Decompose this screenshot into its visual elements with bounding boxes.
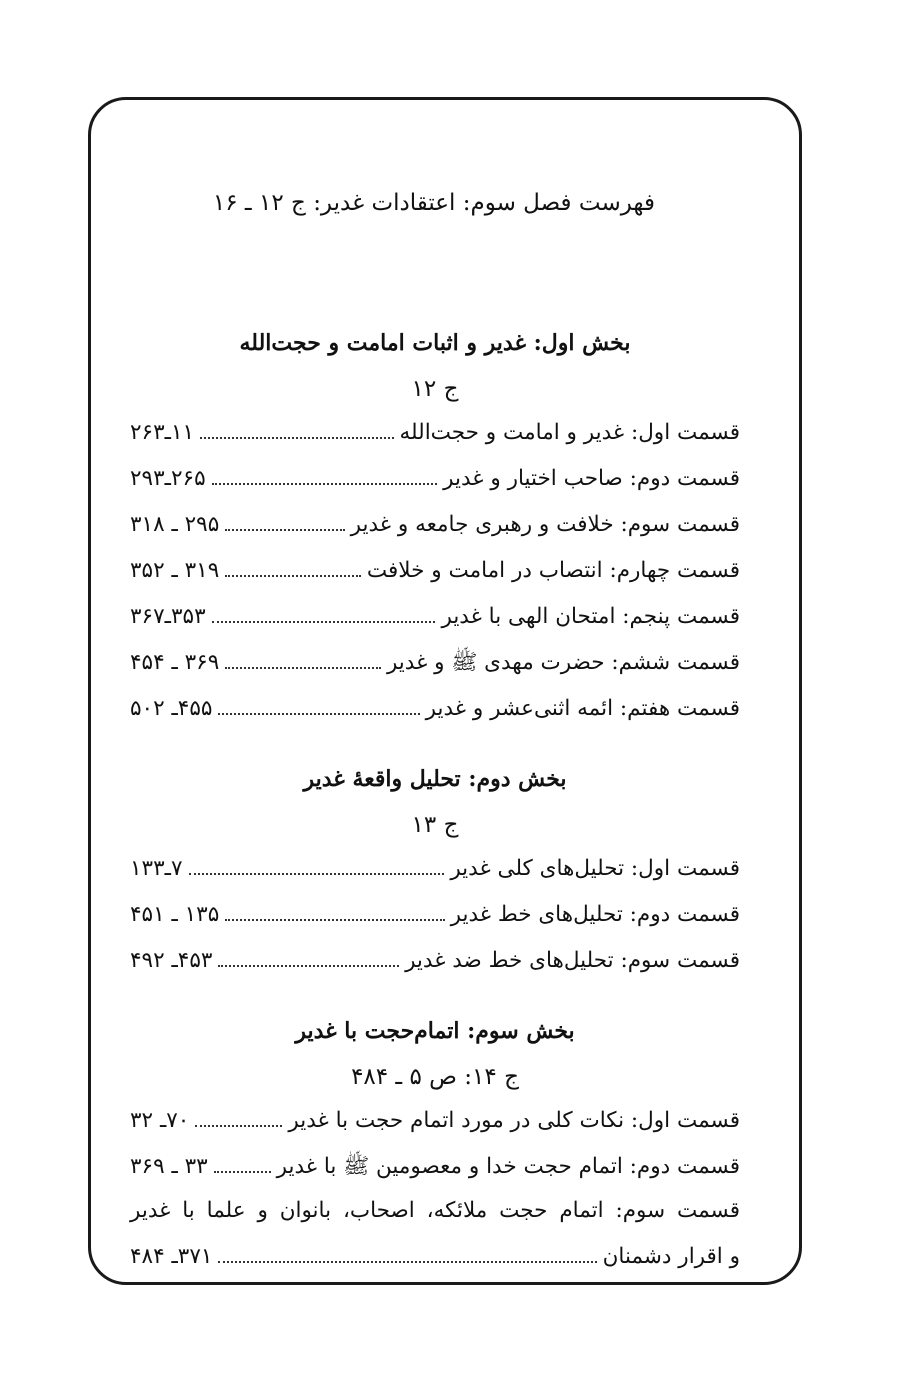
- toc-entry-label: قسمت هفتم: ائمه اثنی‌عشر و غدیر: [425, 696, 740, 721]
- dot-leader: [218, 694, 419, 715]
- toc-entry-pages: ۱۳۵ ـ ۴۵۱: [130, 902, 220, 927]
- section-heading-3: بخش سوم: اتمام‌حجت با غدیر: [295, 1018, 575, 1044]
- table-of-contents: [130, 180, 740, 1270]
- toc-entry-pages: ۳۷۱ـ ۴۸۴: [130, 1244, 213, 1269]
- dot-leader: [218, 1242, 596, 1263]
- toc-entry[interactable]: [130, 510, 740, 542]
- section-heading-1: بخش اول: غدیر و اثبات امامت و حجت‌الله: [239, 330, 631, 356]
- section-volume-3: ج ۱۴: ص ۵ ـ ۴۸۴: [351, 1064, 519, 1090]
- dot-leader: [225, 900, 444, 921]
- toc-entry-label: قسمت سوم: تحلیل‌های خط ضد غدیر: [405, 948, 740, 973]
- toc-entry[interactable]: [130, 854, 740, 886]
- toc-entry-label: قسمت سوم: خلافت و رهبری جامعه و غدیر: [350, 512, 740, 537]
- dot-leader: [225, 648, 381, 669]
- toc-entry-label: قسمت اول: تحلیل‌های کلی غدیر: [450, 856, 740, 881]
- dot-leader: [218, 946, 399, 967]
- toc-entry-pages: ۲۹۵ ـ ۳۱۸: [130, 512, 220, 537]
- toc-entry-label: قسمت اول: غدیر و امامت و حجت‌الله: [399, 420, 740, 445]
- toc-entry-pages: ۷ـ۱۳۳: [130, 856, 183, 881]
- toc-entry-pages: ۱۱ـ۲۶۳: [130, 420, 195, 445]
- toc-entry[interactable]: [130, 900, 740, 932]
- section-volume-1: ج ۱۲: [411, 376, 459, 402]
- dot-leader: [195, 1106, 282, 1127]
- toc-entry-line2[interactable]: [130, 1242, 740, 1274]
- toc-entry[interactable]: [130, 694, 740, 726]
- toc-entry[interactable]: [130, 1152, 740, 1184]
- toc-entry-pages: ۷۰ـ ۳۲: [130, 1108, 190, 1133]
- toc-entry-label: قسمت ششم: حضرت مهدی ﷺ و غدیر: [386, 650, 740, 675]
- dot-leader: [225, 510, 344, 531]
- toc-entry[interactable]: [130, 946, 740, 978]
- dot-leader: [214, 1152, 271, 1173]
- toc-entry-pages: ۳۶۹ ـ ۴۵۴: [130, 650, 220, 675]
- toc-entry-pages: ۲۶۵ـ۲۹۳: [130, 466, 206, 491]
- toc-entry-line1[interactable]: [130, 1198, 740, 1230]
- toc-entry[interactable]: [130, 648, 740, 680]
- dot-leader: [225, 556, 361, 577]
- dot-leader: [200, 418, 393, 439]
- dot-leader: [212, 602, 436, 623]
- section-volume-2: ج ۱۳: [411, 812, 459, 838]
- toc-entry-label: قسمت دوم: اتمام حجت خدا و معصومین ﷺ با غدیر: [276, 1154, 740, 1179]
- toc-entry-pages: ۴۵۳ـ ۴۹۲: [130, 948, 213, 973]
- toc-entry[interactable]: [130, 602, 740, 634]
- toc-entry-label: قسمت پنجم: امتحان الهی با غدیر: [441, 604, 740, 629]
- toc-entry-pages: ۳۳ ـ ۳۶۹: [130, 1154, 208, 1179]
- toc-entry-pages: ۴۵۵ـ ۵۰۲: [130, 696, 213, 721]
- toc-entry-label-continued: و اقرار دشمنان: [602, 1244, 740, 1269]
- toc-entry[interactable]: [130, 1106, 740, 1138]
- page-title: فهرست فصل سوم: اعتقادات غدیر: ج ۱۲ ـ ۱۶: [212, 190, 655, 216]
- toc-entry-pages: ۳۵۳ـ۳۶۷: [130, 604, 206, 629]
- toc-entry-label: قسمت چهارم: انتصاب در امامت و خلافت: [366, 558, 740, 583]
- section-heading-2: بخش دوم: تحلیل واقعهٔ غدیر: [303, 766, 567, 792]
- dot-leader: [212, 464, 438, 485]
- toc-entry-label: قسمت دوم: تحلیل‌های خط غدیر: [450, 902, 740, 927]
- toc-entry[interactable]: [130, 418, 740, 450]
- toc-entry-label: قسمت سوم: اتمام حجت ملائکه، اصحاب، بانوان و علما با غدیر: [130, 1198, 740, 1223]
- toc-entry[interactable]: [130, 556, 740, 588]
- toc-entry-pages: ۳۱۹ ـ ۳۵۲: [130, 558, 220, 583]
- dot-leader: [189, 854, 445, 875]
- toc-entry-label: قسمت دوم: صاحب اختیار و غدیر: [443, 466, 740, 491]
- toc-entry-label: قسمت اول: نکات کلی در مورد اتمام حجت با غدیر: [288, 1108, 740, 1133]
- toc-entry[interactable]: [130, 464, 740, 496]
